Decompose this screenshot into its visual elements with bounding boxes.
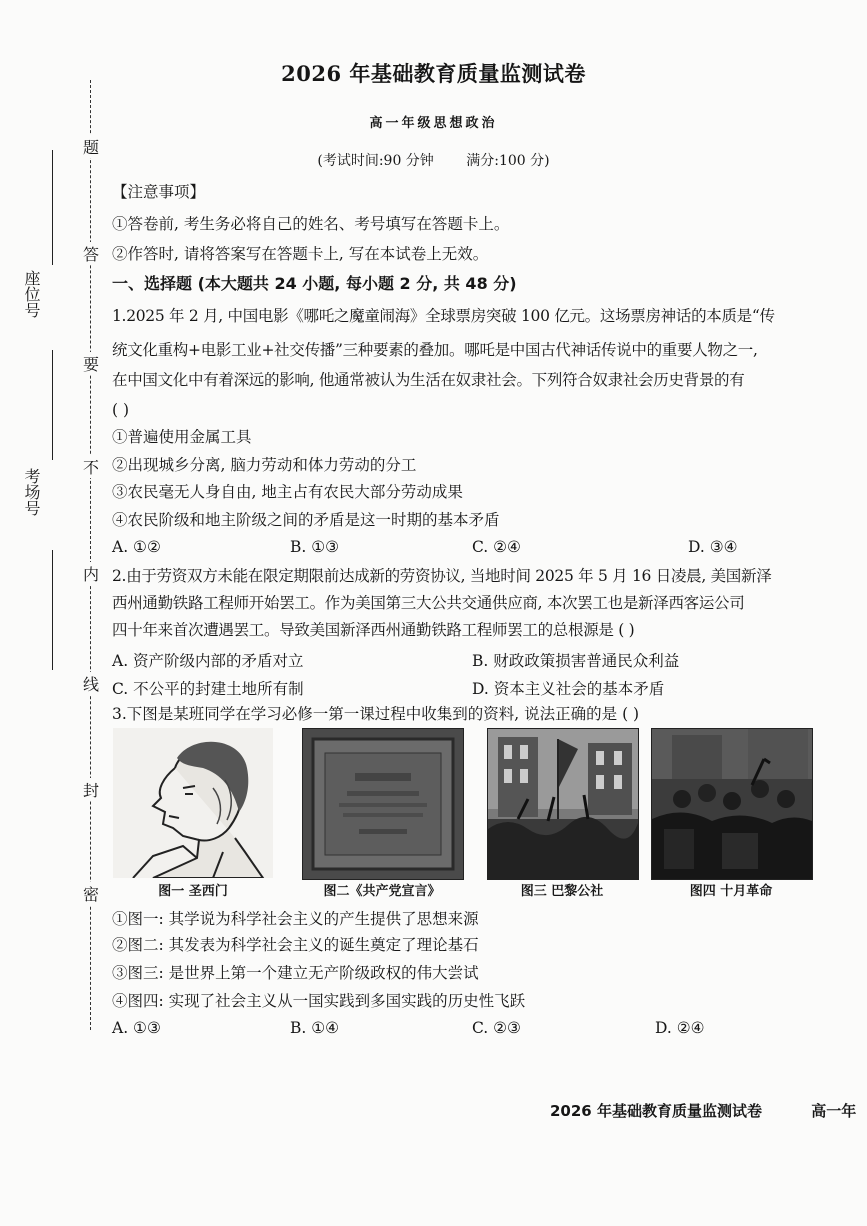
seal-char: 密	[82, 882, 100, 905]
q3-statement: ④图四: 实现了社会主义从一国实践到多国实践的历史性飞跃	[112, 992, 526, 1010]
q3-option-d[interactable]: D. ②④	[655, 1019, 705, 1037]
notice-item: ②作答时, 请将答案写在答题卡上, 写在本试卷上无效。	[112, 245, 489, 263]
exam-score: 满分:100 分)	[466, 153, 550, 169]
exam-time: (考试时间:90 分钟	[317, 153, 434, 169]
q1-stem-line: ( )	[112, 401, 130, 419]
q1-option-c[interactable]: C. ②④	[472, 538, 521, 556]
q2-option-a[interactable]: A. 资产阶级内部的矛盾对立	[112, 652, 304, 670]
seal-char: 答	[82, 242, 100, 265]
q3-stem: 3.下图是某班同学在学习必修一第一课过程中收集到的资料, 说法正确的是 ( )	[112, 705, 640, 723]
q3-option-b[interactable]: B. ①④	[290, 1019, 340, 1037]
figure-saint-simon	[113, 728, 273, 878]
q1-stem-line: 在中国文化中有着深远的影响, 他通常被认为生活在奴隶社会。下列符合奴隶社会历史背景的有	[112, 371, 745, 389]
figure-paris-commune	[487, 728, 639, 880]
figure-caption: 图四 十月革命	[689, 884, 773, 899]
exam-title: 2026 年基础教育质量监测试卷	[281, 61, 586, 86]
name-blank[interactable]	[52, 550, 53, 670]
seal-char: 内	[82, 562, 100, 585]
seal-char: 线	[82, 672, 100, 695]
q3-option-a[interactable]: A. ①③	[112, 1019, 161, 1037]
q1-statement: ②出现城乡分离, 脑力劳动和体力劳动的分工	[112, 456, 417, 474]
q2-stem-line: 四十年来首次遭遇罢工。导致美国新泽西州通勤铁路工程师罢工的总根源是 ( )	[112, 621, 635, 639]
exam-meta	[0, 150, 867, 170]
q1-option-a[interactable]: A. ①②	[112, 538, 161, 556]
exam-subtitle: 高一年级思想政治	[369, 116, 498, 131]
figure-communist-manifesto	[302, 728, 464, 880]
q2-stem-line: 西州通勤铁路工程师开始罢工。作为美国第三大公共交通供应商, 本次罢工也是新泽西客运公司	[112, 594, 745, 612]
q1-statement: ③农民毫无人身自由, 地主占有农民大部分劳动成果	[112, 483, 463, 501]
q3-statement: ①图一: 其学说为科学社会主义的产生提供了思想来源	[112, 910, 479, 928]
q2-option-b[interactable]: B. 财政政策损害普通民众利益	[472, 652, 680, 670]
section-title: 一、选择题 (本大题共 24 小题, 每小题 2 分, 共 48 分)	[112, 274, 517, 293]
q1-stem-line: 1.2025 年 2 月, 中国电影《哪吒之魔童闹海》全球票房突破 100 亿元。这场票房神话的本质是“传	[112, 307, 775, 325]
q3-statement: ③图三: 是世界上第一个建立无产阶级政权的伟大尝试	[112, 964, 479, 982]
binding-margin	[12, 70, 122, 1030]
notice-heading: 【注意事项】	[112, 183, 206, 201]
q2-option-d[interactable]: D. 资本主义社会的基本矛盾	[472, 680, 665, 698]
notice-item: ①答卷前, 考生务必将自己的姓名、考号填写在答题卡上。	[112, 215, 510, 233]
q3-statement: ②图二: 其发表为科学社会主义的诞生奠定了理论基石	[112, 936, 479, 954]
seal-char: 封	[82, 778, 100, 801]
q1-option-b[interactable]: B. ①③	[290, 538, 340, 556]
q1-option-d[interactable]: D. ③④	[688, 538, 738, 556]
q1-statement: ①普遍使用金属工具	[112, 428, 252, 446]
q3-option-c[interactable]: C. ②③	[472, 1019, 521, 1037]
seal-char: 题	[82, 135, 100, 158]
figure-caption: 图一 圣西门	[158, 884, 228, 899]
page-footer	[550, 1100, 856, 1121]
footer-title: 2026 年基础教育质量监测试卷	[550, 1102, 762, 1120]
seal-char: 不	[82, 455, 100, 478]
seat-number-label: 座位号	[22, 270, 41, 318]
q2-option-c[interactable]: C. 不公平的封建土地所有制	[112, 680, 304, 698]
footer-grade: 高一年	[811, 1102, 857, 1120]
figure-caption: 图二《共产党宣言》	[323, 884, 441, 899]
q1-stem-line: 统文化重构+电影工业+社交传播”三种要素的叠加。哪吒是中国古代神话传说中的重要人物之一,	[112, 341, 758, 359]
figure-october-revolution	[651, 728, 813, 880]
figure-caption: 图三 巴黎公社	[520, 884, 604, 899]
room-number-blank[interactable]	[52, 350, 53, 460]
q2-stem-line: 2.由于劳资双方未能在限定期限前达成新的劳资协议, 当地时间 2025 年 5 月 16 日凌晨, 美国新泽	[112, 567, 772, 585]
seal-char: 要	[82, 352, 100, 375]
room-number-label: 考场号	[22, 468, 41, 516]
q1-statement: ④农民阶级和地主阶级之间的矛盾是这一时期的基本矛盾	[112, 511, 500, 529]
